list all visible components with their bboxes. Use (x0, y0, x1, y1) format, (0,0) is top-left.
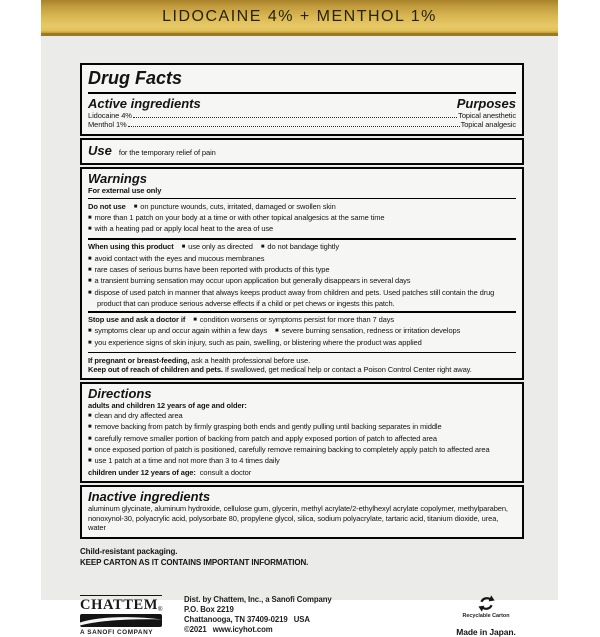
bullet-icon: ■ (275, 328, 279, 335)
inactive-ingredients-heading: Inactive ingredients (88, 489, 211, 505)
product-title: LIDOCAINE 4% + MENTHOL 1% (162, 7, 437, 25)
warning-item: ■ you experience signs of skin injury, such as pain, swelling, or blistering where the product was applied (88, 337, 422, 347)
inactive-ingredients-text: aluminum glycinate, aluminum hydroxide, cellulose gum, glycerin, methyl acrylate/2-ethylhexyl acrylate copolymer, methylparaben, nonoxynol-30, polyacrylic acid, polysorbate 80, propylene glycol, silica, sodium polyacrylate, tartaric acid, titanium dioxide, urea, water (88, 504, 508, 533)
pregnant-line: If pregnant or breast-feeding, ask a health professional before use. (88, 355, 311, 365)
purposes-heading: Purposes (456, 95, 516, 111)
bullet-icon: ■ (88, 447, 92, 454)
warnings-heading: Warnings (88, 170, 147, 186)
ingredient-name: Menthol 1% (88, 120, 127, 130)
warnings-box (80, 167, 524, 381)
stop-use-line: Stop use and ask a doctor if ■ condition worsens or symptoms persist for more than 7 days (88, 315, 395, 325)
dot-leader (128, 126, 460, 127)
bullet-icon: ■ (88, 226, 92, 233)
bullet-icon: ■ (88, 214, 92, 221)
active-ingredient-row (88, 120, 516, 130)
adults-lead: adults and children 12 years of age and older: (88, 401, 247, 411)
bullet-icon: ■ (88, 339, 92, 346)
chattem-swoosh-icon (80, 614, 162, 627)
chattem-wordmark: CHATTEM (80, 596, 159, 613)
warning-item: ■ with a heating pad or apply local heat to the area of use (88, 224, 274, 234)
active-ingredient-row (88, 111, 516, 121)
warning-item: ■ rare cases of serious burns have been reported with products of this type (88, 265, 330, 274)
package-notes (80, 546, 524, 568)
dot-leader (133, 117, 457, 118)
warning-item: ■ avoid contact with the eyes and mucous membranes (88, 253, 265, 263)
use-text: for the temporary relief of pain (118, 147, 216, 157)
address-line: ©2021 www.icyhot.com (184, 625, 273, 635)
drug-facts-box (80, 63, 524, 136)
do-not-use-line: Do not use ■ on puncture wounds, cuts, irritated, damaged or swollen skin (88, 201, 336, 211)
direction-item: ■ remove backing from patch by firmly grasping both ends and gently pulling until backing separates in middle (88, 422, 442, 432)
carton-label (41, 0, 558, 637)
warning-item: ■ symptoms clear up and occur again within a few days ■ severe burning sensation, redness or irritation develops (88, 326, 461, 336)
address-line: P.O. Box 2219 (184, 604, 234, 614)
ingredient-name: Lidocaine 4% (88, 110, 132, 120)
warning-item: ■ a transient burning sensation may occur upon application but generally disappears in several days (88, 276, 411, 286)
address-line: Chattanooga, TN 37409-0219 USA (184, 614, 310, 624)
direction-item: ■ once exposed portion of patch is positioned, carefully remove remaining backing to completely apply patch to affected area (88, 445, 490, 455)
recycle-icon (478, 595, 495, 612)
title-rule (88, 92, 516, 94)
distributor-address (184, 595, 332, 636)
product-title-band (41, 0, 558, 36)
recycle-block (448, 595, 524, 637)
warning-item: ■ dispose of used patch in manner that always keeps product away from children and pets. Used patches still contain the drug product that can produce serious adverse effects if a child or pet chews or ingests this patch. (88, 287, 495, 309)
warning-item: ■ more than 1 patch on your body at a time or with other topical analgesics at the same time (88, 212, 385, 222)
bullet-icon: ■ (260, 244, 265, 251)
drug-facts-title: Drug Facts (88, 68, 183, 88)
bullet-icon: ■ (193, 317, 197, 324)
direction-item: ■ carefully remove smaller portion of backing from patch and apply exposed portion of patch to affected area (88, 433, 437, 443)
use-box (80, 138, 524, 165)
sanofi-tagline: A SANOFI COMPANY (80, 628, 154, 636)
address-line: Dist. by Chattem, Inc., a Sanofi Company (184, 594, 332, 604)
bullet-icon: ■ (133, 203, 138, 210)
directions-heading: Directions (88, 386, 152, 402)
bullet-icon: ■ (88, 289, 92, 296)
when-using-line: When using this product ■ use only as directed ■ do not bandage tightly (88, 242, 340, 252)
recycle-caption: Recyclable Carton (462, 612, 510, 619)
bullet-icon: ■ (88, 435, 92, 442)
chattem-logo (80, 595, 172, 636)
footer (80, 595, 524, 637)
keep-carton-note: KEEP CARTON AS IT CONTAINS IMPORTANT INFORMATION. (80, 557, 309, 567)
ingredient-purpose: Topical anesthetic (458, 110, 516, 120)
bullet-icon: ■ (88, 412, 92, 419)
section-divider (88, 238, 516, 239)
bullet-icon: ■ (88, 424, 92, 431)
directions-box (80, 382, 524, 483)
bullet-icon: ■ (88, 267, 92, 273)
ingredient-purpose: Topical analgesic (460, 120, 516, 130)
bullet-icon: ■ (88, 328, 92, 335)
bullet-icon: ■ (88, 278, 92, 285)
registered-mark: ® (158, 606, 163, 613)
bullet-icon: ■ (88, 458, 92, 465)
keep-out-line: Keep out of reach of children and pets. If swallowed, get medical help or contact a Poison Control Center right away. (88, 365, 472, 375)
external-use-note: For external use only (88, 185, 162, 195)
made-in-label: Made in Japan. (456, 626, 516, 637)
children-line: children under 12 years of age: consult a doctor (88, 467, 252, 477)
direction-item: ■ clean and dry affected area (88, 410, 183, 420)
child-resistant-note: Child-resistant packaging. (80, 546, 178, 556)
active-ingredients-heading: Active ingredients (88, 95, 201, 111)
label-content (41, 36, 558, 637)
direction-item: ■ use 1 patch at a time and not more than 3 to 4 times daily (88, 456, 280, 466)
section-divider (88, 311, 516, 312)
section-divider (88, 198, 516, 199)
bullet-icon: ■ (88, 255, 92, 262)
section-divider (88, 352, 516, 353)
use-heading: Use (88, 142, 112, 158)
bullet-icon: ■ (181, 244, 186, 251)
inactive-ingredients-box (80, 485, 524, 538)
